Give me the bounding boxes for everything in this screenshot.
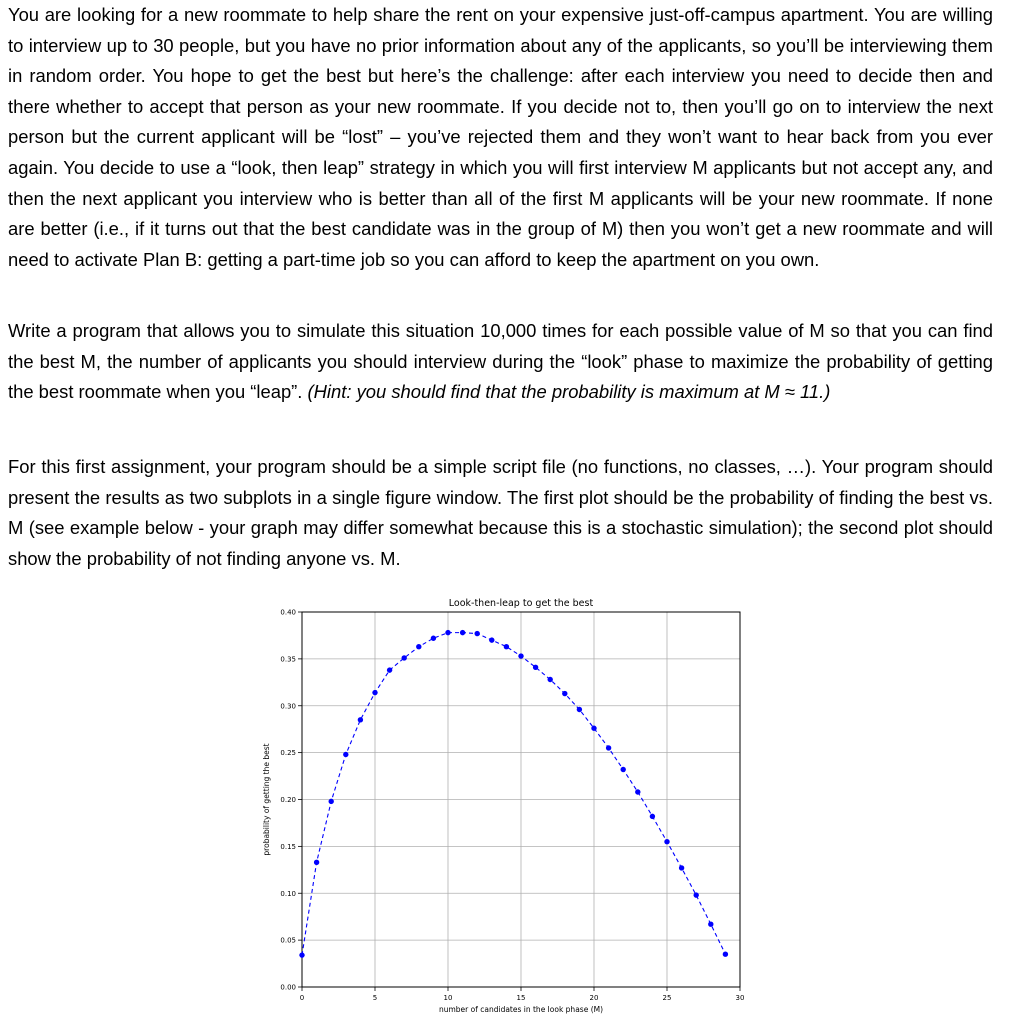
y-tick-label: 0.30	[280, 702, 296, 711]
data-point	[402, 655, 407, 660]
task-paragraph	[8, 316, 993, 408]
data-point	[562, 691, 567, 696]
data-point	[372, 690, 377, 695]
y-tick-label: 0.15	[280, 842, 296, 851]
x-tick-label: 15	[516, 994, 526, 1002]
example-figure	[256, 592, 756, 1016]
data-point	[504, 644, 509, 649]
y-tick-label: 0.25	[280, 749, 296, 758]
y-tick-label: 0.20	[280, 796, 296, 804]
data-point	[460, 630, 465, 635]
data-point	[708, 921, 713, 926]
data-point	[358, 717, 363, 722]
data-point	[489, 637, 494, 642]
data-point	[621, 767, 626, 772]
data-point	[387, 667, 392, 672]
data-point	[299, 952, 304, 957]
x-tick-label: 30	[735, 994, 745, 1002]
data-point	[635, 789, 640, 794]
data-point	[679, 865, 684, 870]
data-point	[445, 630, 450, 635]
data-point	[664, 839, 669, 844]
chart-title: Look-then-leap to get the best	[448, 598, 594, 609]
task-text: Write a program that allows you to simulate this situation 10,000 times for each possible value of M so that you can find the best M, the number of applicants you should interview during the “look” phase to maximize the probability of getting the best roommate when you “leap”.	[8, 320, 993, 403]
problem-paragraph: You are looking for a new roommate to help share the rent on your expensive just-off-campus apartment. You are willing to interview up to 30 people, but you have no prior information about any of the applicants, so you’ll be interviewing them in random order. You hope to get the best but here’s the challenge: after each interview you need to decide then and there whether to accept that person as your new roommate. If you decide not to, then you’ll go on to interview the next person but the current applicant will be “lost” – you’ve rejected them and they won’t want to hear back from you ever again. You decide to use a “look, then leap” strategy in which you will first interview M applicants but not accept any, and then the next applicant you interview who is better than all of the first M applicants will be your new roommate. If none are better (i.e., if it turns out that the best candidate was in the group of M) then you won’t get a new roommate and will need to activate Plan B: getting a part-time job so you can afford to keep the apartment on you own.	[8, 4, 993, 270]
x-axis-label: number of candidates in the look phase (M)	[438, 1005, 604, 1014]
data-point	[314, 860, 319, 865]
x-tick-label: 10	[443, 994, 453, 1002]
data-point	[723, 951, 728, 956]
x-tick-label: 25	[662, 994, 672, 1002]
x-tick-label: 0	[299, 994, 305, 1002]
data-point	[694, 892, 699, 897]
data-point	[329, 799, 334, 804]
data-point	[475, 631, 480, 636]
output-requirements-paragraph: For this first assignment, your program should be a simple script file (no functions, no classes, …). Your program should present the results as two subplots in a single figure window. The first plot should be the probability of finding the best vs. M (see example below - your graph may differ somewhat because this is a stochastic simulation); the second plot should show the probability of not finding anyone vs. M.	[8, 456, 993, 569]
data-point	[518, 653, 523, 658]
data-point	[591, 726, 596, 731]
x-tick-label: 5	[372, 994, 378, 1002]
y-tick-label: 0.10	[280, 889, 296, 898]
data-point	[606, 745, 611, 750]
x-tick-label: 20	[589, 994, 599, 1002]
data-point	[533, 665, 538, 670]
y-tick-label: 0.00	[280, 983, 296, 992]
data-point	[416, 644, 421, 649]
data-point	[431, 636, 436, 641]
y-tick-label: 0.40	[280, 608, 296, 617]
data-point	[548, 677, 553, 682]
y-tick-label: 0.05	[280, 936, 296, 945]
data-point	[577, 707, 582, 712]
y-axis-label: probability of getting the best	[262, 743, 271, 856]
hint-text: (Hint: you should find that the probability is maximum at M ≈ 11.)	[307, 381, 831, 403]
data-point	[650, 814, 655, 819]
data-point	[343, 752, 348, 757]
y-tick-label: 0.35	[280, 655, 296, 664]
